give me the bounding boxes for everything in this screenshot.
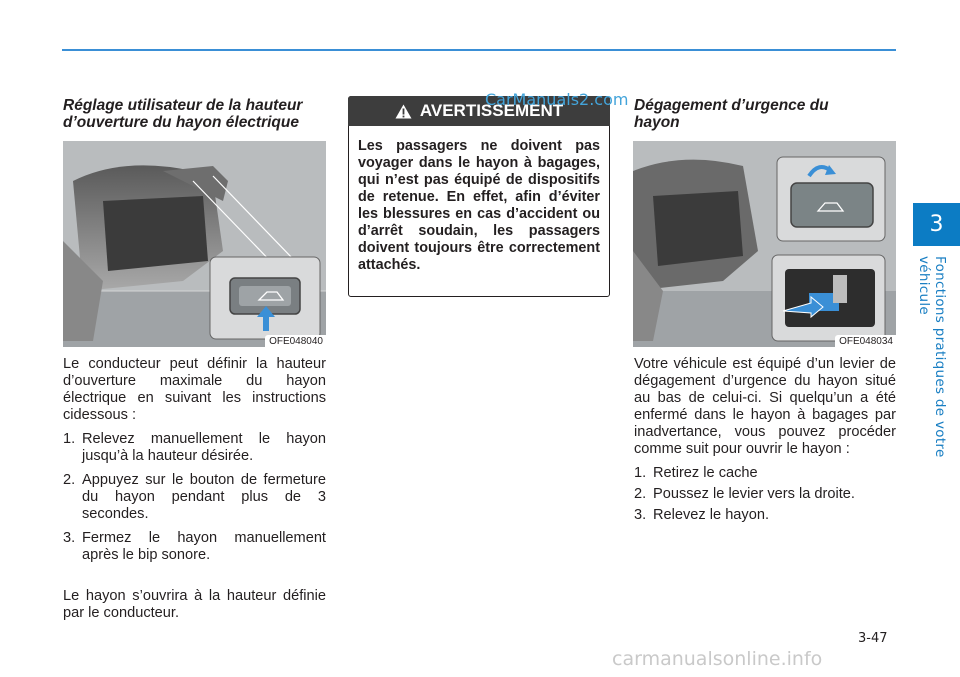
list-item-text: Fermez le hayon manuellement après le bip sonore. xyxy=(82,530,326,563)
chapter-number: 3 xyxy=(929,212,944,237)
list-item-number: 2. xyxy=(634,486,647,502)
list-item xyxy=(634,507,896,524)
left-outro: Le hayon s’ouvrira à la hauteur définie par le conducteur. xyxy=(63,588,326,621)
emergency-release-photo xyxy=(633,141,896,347)
list-item-number: 1. xyxy=(634,465,647,481)
chapter-number-tab xyxy=(913,203,960,246)
list-item-text: Appuyez sur le bouton de fermeture du hayon pendant plus de 3 secondes. xyxy=(82,472,326,522)
list-item xyxy=(63,472,326,523)
list-item xyxy=(63,431,326,465)
warning-box xyxy=(348,96,610,297)
list-item-text: Poussez le levier vers la droite. xyxy=(653,486,855,502)
page-number: 3-47 xyxy=(858,631,888,646)
left-intro: Le conducteur peut définir la hauteur d’ouverture maximale du hayon électrique en suivant les instructions cidessous : xyxy=(63,356,326,423)
list-item xyxy=(63,530,326,564)
left-body xyxy=(63,356,326,622)
list-item-number: 1. xyxy=(63,431,76,447)
list-item-number: 3. xyxy=(634,507,647,523)
list-item-text: Retirez le cache xyxy=(653,465,758,481)
image-code: OFE048034 xyxy=(835,335,896,347)
tailgate-height-photo xyxy=(63,141,326,347)
warning-icon xyxy=(395,104,412,119)
list-item-text: Relevez manuellement le hayon jusqu’à la hauteur désirée. xyxy=(82,431,326,464)
list-item xyxy=(634,465,896,482)
list-item-text: Relevez le hayon. xyxy=(653,507,770,523)
list-item-number: 2. xyxy=(63,472,76,488)
image-code: OFE048040 xyxy=(265,335,326,347)
right-intro: Votre véhicule est équipé d’un levier de dégagement d’urgence du hayon situé au bas de celui-ci. Si quelqu’un a été enfermé dans le hayon à bagages par inadvertance, vous pouvez procéder comme suit pour ouvrir le hayon : xyxy=(634,356,896,457)
list-item-number: 3. xyxy=(63,530,76,546)
right-body xyxy=(634,356,896,524)
top-rule xyxy=(62,49,896,51)
left-section-heading: Réglage utilisateur de la hauteur d’ouverture du hayon électrique xyxy=(63,97,303,131)
right-section-heading: Dégagement d’urgence du hayon xyxy=(634,97,829,131)
watermark-bottom: carmanualsonline.info xyxy=(612,648,823,670)
chapter-title: Fonctions pratiques de votre véhicule xyxy=(916,256,948,458)
warning-title: AVERTISSEMENT xyxy=(419,101,564,120)
watermark-top: CarManuals2.com xyxy=(485,90,629,109)
list-item xyxy=(634,486,896,503)
warning-text: Les passagers ne doivent pas voyager dans le hayon à bagages, qui n’est pas équipé de dispositifs de retenue. En effet, afin d’éviter les blessures en cas d’accident ou d’arrêt soudain, les passagers doivent toujours être correctement attachés. xyxy=(358,138,600,273)
